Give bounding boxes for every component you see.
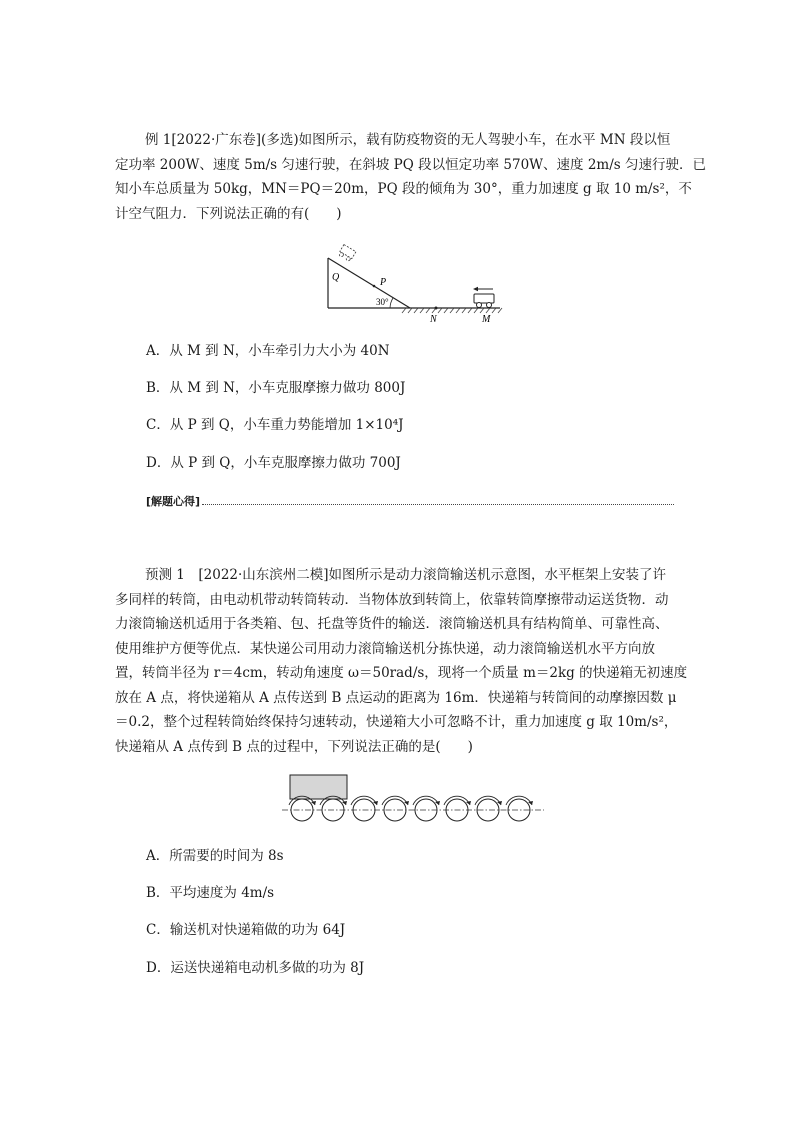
label-n: N xyxy=(430,314,437,325)
option-c: C．从 P 到 Q，小车重力势能增加 1×10⁴J xyxy=(146,417,404,433)
stem-line: 放在 A 点，将快递箱从 A 点传送到 B 点运动的距离为 16m．快递箱与转筒间的动摩擦因数 μ xyxy=(115,689,677,706)
label-m: M xyxy=(482,314,491,325)
label-q: Q xyxy=(332,272,340,283)
slope-cart-figure xyxy=(318,238,508,328)
dotted-line xyxy=(202,494,674,505)
forecast1-stem xyxy=(115,563,688,759)
stem-line: ＝0.2，整个过程转筒始终保持匀速转动，快递箱大小可忽略不计，重力加速度 g 取 10m/s²， xyxy=(115,714,678,730)
option-d: D．从 P 到 Q，小车克服摩擦力做功 700J xyxy=(146,455,401,471)
stem-line: 知小车总质量为 50kg，MN＝PQ＝20m，PQ 段的倾角为 30°，重力加速度 g 取 10 m/s²，不 xyxy=(115,181,692,197)
stem-line: 计空气阻力．下列说法正确的有( ) xyxy=(115,205,342,222)
stem-line: 定功率 200W、速度 5m/s 匀速行驶，在斜坡 PQ 段以恒定功率 570W、速度 2m/s 匀速行驶．已 xyxy=(115,156,706,173)
stem-line: 置，转筒半径为 r＝4cm，转动角速度 ω＝50rad/s，现将一个质量 m＝2kg 的快递箱无初速度 xyxy=(115,665,688,681)
stem-line: 使用维护方便等优点．某快递公司用动力滚筒输送机分拣快递，动力滚筒输送机水平方向放 xyxy=(115,640,655,657)
stem-line: 例 1[2022·广东卷](多选)如图所示，载有防疫物资的无人驾驶小车，在水平 MN 段以恒 xyxy=(145,132,671,148)
stem-line: 预测 1 [2022·山东滨州二模]如图所示是动力滚筒输送机示意图，水平框架上安装了许 xyxy=(145,567,667,583)
option-a: A．从 M 到 N，小车牵引力大小为 40N xyxy=(146,343,390,359)
solution-notes-label: [解题心得] xyxy=(146,495,201,508)
option-d: D．运送快递箱电动机多做的功为 8J xyxy=(146,960,365,976)
cart-icon xyxy=(474,294,494,308)
label-angle: 30° xyxy=(376,297,389,307)
stem-line: 力滚筒输送机适用于各类箱、包、托盘等货件的输送．滚筒输送机具有结构简单、可靠性高、 xyxy=(115,616,669,632)
stem-line: 快递箱从 A 点传到 B 点的过程中，下列说法正确的是( ) xyxy=(115,738,473,755)
roller-conveyor-figure xyxy=(282,772,546,824)
option-b: B．从 M 到 N，小车克服摩擦力做功 800J xyxy=(146,380,406,396)
label-p: P xyxy=(380,277,387,288)
stem-line: 多同样的转筒，由电动机带动转筒转动．当物体放到转筒上，依靠转筒摩擦带动运送货物．动 xyxy=(115,591,669,608)
option-a: A．所需要的时间为 8s xyxy=(146,848,284,864)
option-c: C．输送机对快递箱做的功为 64J xyxy=(146,922,346,938)
example1-stem xyxy=(115,128,706,226)
solution-notes xyxy=(146,493,674,509)
option-b: B．平均速度为 4m/s xyxy=(146,885,275,901)
